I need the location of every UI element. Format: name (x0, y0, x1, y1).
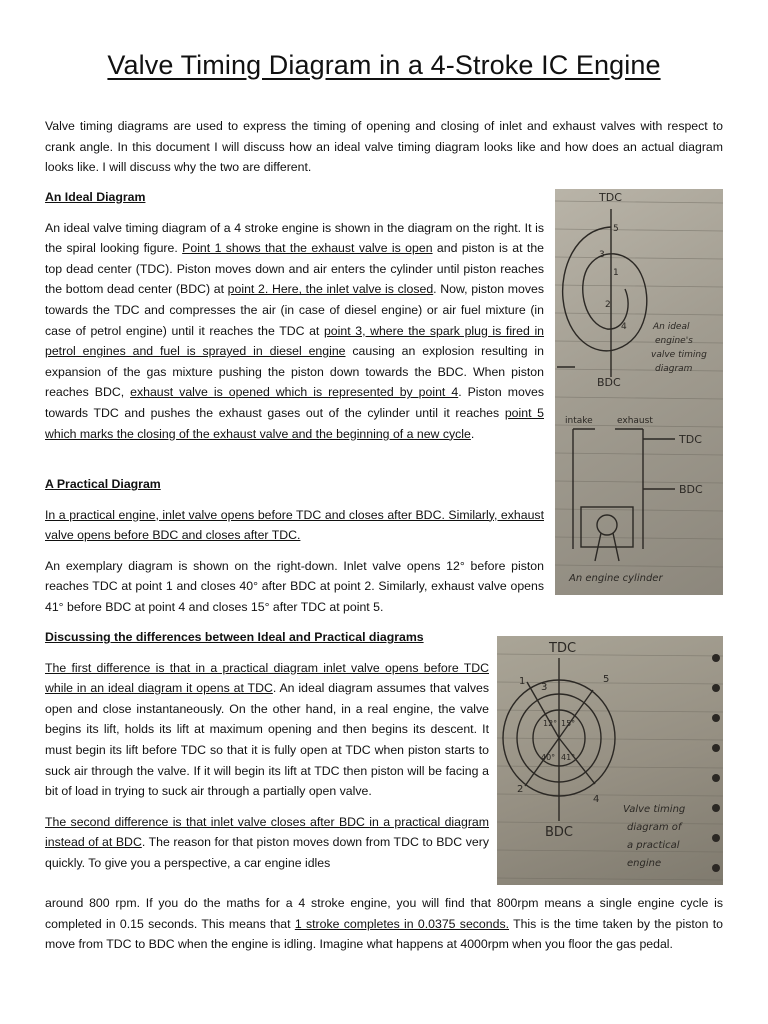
practical-caption-3: a practical (627, 840, 680, 851)
angle-12: 12° (543, 719, 558, 728)
difference-1-underline: The first difference is that in a practical diagram inlet valve opens before TDC while in an ideal diagram it opens at TDC (45, 660, 489, 696)
difference-2-underline: The second difference is that inlet valve closes after BDC in a practical diagram instead of at BDC (45, 814, 489, 850)
differences-section (45, 627, 489, 874)
difference-2-paragraph (45, 812, 489, 874)
cylinder-tdc-label: TDC (679, 433, 702, 446)
ideal-bdc-label: BDC (597, 376, 621, 389)
ideal-diagram-photo (555, 189, 723, 595)
difference-1-paragraph (45, 658, 489, 802)
ideal-underline-5: point 5 which marks the closing of the exhaust valve and the beginning of a new cycle (45, 405, 544, 441)
difference-2-text-end: This is the time taken by the piston to move from TDC to BDC when the engine is idling. Imagine what happens at 4000rpm when you floor the gas pedal. (45, 916, 723, 952)
ideal-caption-3: valve timing (651, 350, 707, 360)
difference-2-text-continued: around 800 rpm. If you do the maths for a 4 stroke engine, you will find that 800rpm means a single engine cycle is completed in 0.15 seconds. This means that (45, 896, 723, 931)
difference-2-text: . The reason for that piston moves down from TDC to BDC very quickly. To give you a perspective, a car engine idles (45, 835, 489, 870)
ideal-tdc-label: TDC (599, 191, 622, 204)
ideal-text-3: . Now, piston moves towards the TDC and compresses the air (in case of diesel engine) or air fuel mixture (in case of petrol engine) until it reaches the TDC at (45, 282, 544, 338)
practical-section (45, 474, 544, 618)
practical-point-1: 1 (519, 676, 526, 687)
practical-point-4: 4 (593, 794, 600, 805)
exhaust-label: exhaust (617, 416, 653, 426)
practical-heading: A Practical Diagram (45, 477, 161, 491)
ideal-paragraph (45, 218, 544, 445)
angle-15: 15° (561, 719, 576, 728)
ideal-diagram-sketch (555, 189, 723, 595)
practical-tdc-label: TDC (549, 641, 577, 656)
practical-caption-1: Valve timing (623, 804, 686, 815)
practical-diagram-sketch (497, 636, 723, 885)
ideal-text-1: An ideal valve timing diagram of a 4 stroke engine is shown in the diagram on the right. It is the spiral looking figure. (45, 220, 544, 256)
cylinder-bdc-label: BDC (679, 483, 703, 496)
practical-diagram-photo (497, 636, 723, 885)
ideal-underline-4: exhaust valve is opened which is represented by point 4 (130, 385, 459, 400)
practical-point-5: 5 (603, 674, 610, 685)
ideal-text-2: and piston is at the top dead center (TDC). Piston moves down and air enters the cylinder until piston reaches the bottom dead center (BDC) at (45, 241, 545, 297)
practical-caption-2: diagram of (627, 822, 682, 833)
angle-41: 41° (561, 753, 576, 762)
ideal-point-4: 4 (621, 322, 627, 332)
ideal-caption-4: diagram (655, 364, 693, 374)
practical-caption-4: engine (627, 858, 662, 869)
ideal-caption-2: engine's (655, 336, 693, 346)
difference-1-text: . An ideal diagram assumes that valves open and close instantaneously. On the other hand, in a real engine, the valve begins its lift, holds its lift at maximum opening and then begins its descent. It must begin its lift before TDC so that it is fully open at TDC when piston starts to suck air through the valve. If it will begin its lift at TDC then piston will be facing a bit of load in trying to suck air through a partially open valve. (45, 681, 489, 799)
ideal-point-2: 2 (605, 300, 611, 310)
intro-paragraph: Valve timing diagrams are used to express the timing of opening and closing of inlet and exhaust valves with respect to crank angle. In this document I will discuss how an ideal valve timing diagram looks like and how does an actual diagram looks like. I will discuss why the two are different. (45, 119, 723, 175)
practical-paragraph-1: In a practical engine, inlet valve opens before TDC and closes after BDC. Similarly, exhaust valve opens before BDC and closes after TDC. (45, 507, 544, 543)
angle-40: 40° (541, 753, 556, 762)
page-title: Valve Timing Diagram in a 4-Stroke IC Engine (107, 50, 661, 80)
ideal-text-6: . (470, 426, 475, 441)
differences-heading: Discussing the differences between Ideal and Practical diagrams (45, 630, 424, 644)
difference-2-continued (45, 893, 723, 955)
practical-point-2: 2 (517, 784, 524, 795)
practical-point-3: 3 (541, 682, 548, 693)
ideal-underline-2: point 2. Here, the inlet valve is closed (227, 282, 434, 297)
ideal-caption-1: An ideal (653, 322, 690, 332)
ideal-point-3: 3 (599, 250, 605, 260)
stroke-time-underline: 1 stroke completes in 0.0375 seconds. (294, 916, 510, 931)
ideal-heading: An Ideal Diagram (45, 190, 146, 204)
intake-label: intake (565, 416, 593, 426)
ideal-underline-1: Point 1 shows that the exhaust valve is open (182, 241, 433, 256)
ideal-text-4: causing an explosion resulting in expansion of the gas mixture pushing the piston down towards the BDC. When piston reaches BDC, (45, 344, 545, 400)
ideal-point-5: 5 (613, 224, 619, 234)
ideal-section (45, 187, 544, 444)
ideal-text-5: . Piston moves towards TDC and pushes the exhaust gases out of the cylinder until it reaches (45, 385, 544, 420)
ideal-underline-3: point 3, where the spark plug is fired in petrol engines and fuel is sprayed in diesel engine (45, 323, 545, 359)
cylinder-caption: An engine cylinder (569, 573, 663, 584)
practical-bdc-label: BDC (545, 825, 574, 840)
ideal-point-1: 1 (613, 268, 619, 278)
practical-paragraph-2: An exemplary diagram is shown on the right-down. Inlet valve opens 12° before piston reaches TDC at point 1 and closes 40° after BDC at point 2. Similarly, exhaust valve opens 41° before BDC at point 4 and closes 15° after TDC at point 5. (45, 558, 544, 614)
